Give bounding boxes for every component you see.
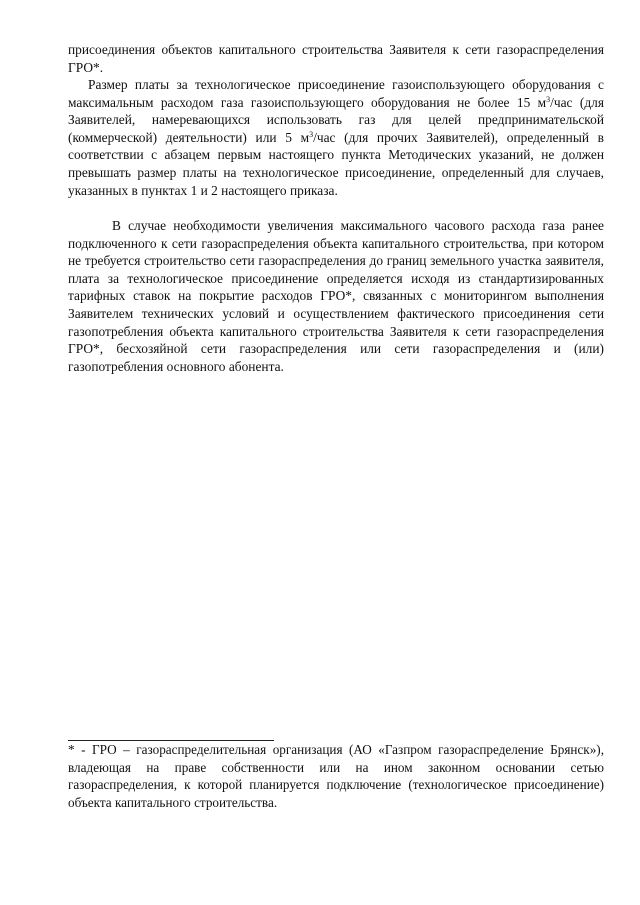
footnote: * - ГРО – газораспределительная организация (АО «Газпром газораспределение Брянск»), владеющая на праве собственности или на ином законном основании сетью газораспределения, к которой планируется подключение (технологическое присоединение) объекта капитального строительства. xyxy=(68,742,604,810)
paragraph-consumption-increase: В случае необходимости увеличения максимального часового расхода газа ранее подключенного к сети газораспределения объекта капитального строительства, при котором не требуется строительство сети газораспределения до границ земельного участка заявителя, плата за технологическое присоединение определяется исходя из стандартизированных тарифных ставок на покрытие расходов ГРО*, связанных с мониторингом выполнения Заявителем технических условий и осуществлением фактического присоединения сети газопотребления объекта капитального строительства Заявителя к сети газораспределения ГРО*, бесхозяйной сети газораспределения или сети газораспределения и (или) газопотребления основного абонента. xyxy=(68,218,604,374)
paragraph-fee-size-part-c: /час (для прочих Заявителей), определенный в соответствии с абзацем первым настоящего пункта Методических указаний, не должен превышать размер платы на технологическое присоединение, определенный для случаев, указанных в пунктах 1 и 2 настоящего приказа. xyxy=(68,129,604,198)
superscript-cubic-a: 3 xyxy=(546,94,551,104)
superscript-cubic-b: 3 xyxy=(309,129,314,139)
paragraph-fee-size-part-a: Размер платы за технологическое присоединение газоиспользующего оборудования с максимальным расходом газа газоиспользующего оборудования не более 15 м xyxy=(68,77,604,110)
paragraph-fee-size xyxy=(68,76,604,199)
paragraph-fee-size-part-b: /час (для Заявителей, намеревающихся использовать газ для целей предпринимательской (коммерческой) деятельности) или 5 м xyxy=(68,94,604,145)
paragraph-continuation: присоединения объектов капитального строительства Заявителя к сети газораспределения ГРО*. xyxy=(68,42,604,75)
